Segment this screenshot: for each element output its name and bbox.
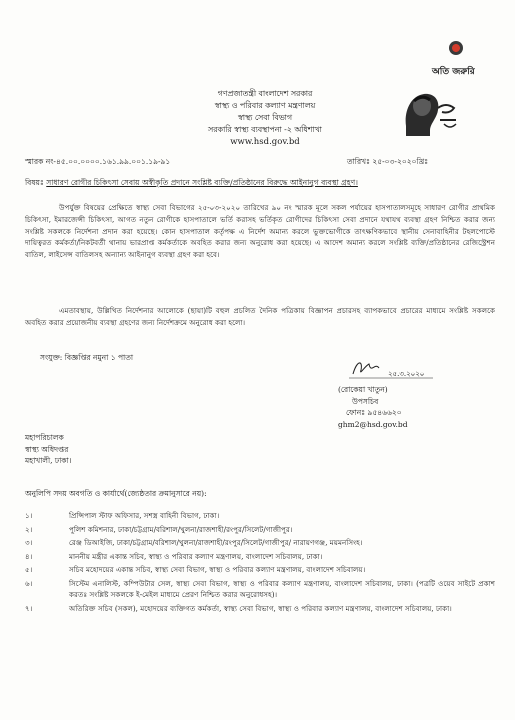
letterhead-line-2: স্বাস্থ্য ও পরিবার কল্যাণ মন্ত্রণালয় xyxy=(214,101,316,110)
signer-email: ghm2@hsd.gov.bd xyxy=(338,419,408,429)
recipient-line-1: মহাপরিচালক xyxy=(25,433,64,442)
seal-icon xyxy=(449,41,463,55)
recipient-block xyxy=(25,432,71,467)
signer-phone: ফোনঃ ৯৫৪৬৬২০ xyxy=(346,408,402,418)
memo-subject xyxy=(25,178,495,190)
list-item xyxy=(25,537,495,549)
copy-heading: অনুলিপি সদয় অবগতি ও কার্যার্থে(জ্যেষ্ঠতার ক্রমানুসারে নয়): xyxy=(25,489,207,498)
list-item-text: সিস্টেম এনালিস্ট, কম্পিউটার সেল, স্বাস্থ্য সেবা বিভাগ, স্বাস্থ্য ও পরিবার কল্যাণ মন্ত্রণালয়, বাংলাদেশ সচিবালয়, ঢাকা। (পত্রটি ওয়েব সাইটে প্রকাশ করতঃ সংশ্লিষ্ট সকলকে ই-মেইল মাধ্যমে প্রেরণ নিশ্চিত করার অনুরোধসহ)। xyxy=(69,578,495,599)
mujib-centenary-logo-icon xyxy=(400,88,460,138)
signature-date: ২৫.৩.২০২০ xyxy=(388,370,425,378)
copy-list xyxy=(25,510,495,616)
list-item xyxy=(25,564,495,576)
memo-date: তারিখঃ ২৫-০৩-২০২০খ্রিঃ xyxy=(347,157,429,166)
list-item xyxy=(25,510,495,522)
list-item-text: অতিরিক্ত সচিব (সকল), মহোদয়ের ব্যক্তিগত কর্মকর্তা, স্বাস্থ্য সেবা বিভাগ, স্বাস্থ্য ও পরিবার কল্যাণ মন্ত্রণালয়, বাংলাদেশ সচিবালয়, ঢাকা। xyxy=(69,603,452,613)
list-item-text: প্রিন্সিপাল স্টাফ অফিসার, সশস্ত্র বাহিনী বিভাগ, ঢাকা। xyxy=(69,511,220,520)
body-paragraph-1: উপর্যুক্ত বিষয়ের প্রেক্ষিতে স্বাস্থ্য সেবা বিভাগের ২৫-০৩-২০২০ তারিখের ৯০ নং স্মারক মূলে সকল পর্যায়ের হাসপাতালসমূহে সাধারণ রোগীর প্রাথমিক চিকিৎসা, ইমারজেন্সী চিকিৎসা, আগত নতুন রোগীকে হাসপাতালে ভর্তি করাসহ ভর্তিকৃত রোগীদের চিকিৎসা সেবা প্রদানে যথাযথ ব্যবস্থা গ্রহণ নিশ্চিত করার জন্য সংশ্লিষ্ট সকলকে নির্দেশনা প্রদান করা হয়েছে। কোন হাসপাতাল কর্তৃপক্ষ এ নির্দেশ অমান্য করলে ভুক্তভোগীকে তাৎক্ষণিকভাবে স্থানীয় সেনাবাহিনীর টহলপোস্টে দায়িত্বরত কর্মকর্তা/নিকটবর্তী থানায় ভারপ্রাপ্ত কর্মকর্তাকে অবহিত করার জন্য অনুরোধ করা হয়েছে। এ আদেশ অমান্য করলে সংশ্লিষ্ট ব্যক্তি/প্রতিষ্ঠানের রেজিস্ট্রেশন বাতিল, লাইসেন্স বাতিলসহ অন্যান্য আইনানুগ ব্যবস্থা গ্রহণ করা হবে। xyxy=(25,203,495,260)
letterhead-line-1: গণপ্রজাতন্ত্রী বাংলাদেশ সরকার xyxy=(217,89,313,98)
list-item-text: মাননীয় মন্ত্রীর একান্ত সচিব, স্বাস্থ্য ও পরিবার কল্যাণ মন্ত্রণালয়, বাংলাদেশ সচিবালয়, ঢাকা। xyxy=(69,551,323,561)
body-paragraph-2-wrap xyxy=(25,305,495,329)
list-item xyxy=(25,603,495,615)
body-paragraph-2: এমতাবস্থায়, উল্লিখিত নির্দেশনার আলোকে (ছায়া)টি বহুল প্রচলিত দৈনিক পত্রিকায় বিজ্ঞাপন প্রচারসহ ব্যাপকভাবে প্রচারের মাধ্যমে সংশ্লিষ্ট সকলকে অবহিত করার প্রয়োজনীয় ব্যবস্থা গ্রহণের জন্য নির্দেশক্রমে অনুরোধ করা হলো। xyxy=(25,306,495,327)
list-item-text: সচিব মহোদয়ের একান্ত সচিব, স্বাস্থ্য সেবা বিভাগ, স্বাস্থ্য ও পরিবার কল্যাণ মন্ত্রণালয়, বাংলাদেশ সচিবালয়। xyxy=(69,565,366,574)
subject-label: বিষয়ঃ xyxy=(25,178,44,187)
list-item-number: ৬। xyxy=(25,578,33,588)
signer-name: (রোকেয়া খাতুন) xyxy=(338,385,388,394)
list-item xyxy=(25,578,495,601)
list-item-number: ১। xyxy=(25,511,33,520)
letterhead-line-4: সরকারি স্বাস্থ্য ব্যবস্থাপনা -২ অধিশাখা xyxy=(208,125,322,134)
list-item-number: ২। xyxy=(25,524,33,534)
letterhead-line-3: স্বাস্থ্য সেবা বিভাগ xyxy=(237,113,293,122)
letterhead xyxy=(100,88,430,148)
body-paragraph-1-wrap xyxy=(25,202,495,261)
signer-designation: উপসচিব xyxy=(352,396,379,406)
letterhead-website: www.hsd.gov.bd xyxy=(230,137,300,147)
list-item-number: ৫। xyxy=(25,565,33,574)
list-item-number: ৭। xyxy=(25,603,33,613)
list-item xyxy=(25,551,495,563)
list-item xyxy=(25,524,495,536)
enclosure-note: সংযুক্ত: বিজ্ঞপ্তির নমুনা ১ পাতা xyxy=(40,353,134,362)
list-item-text: রেঞ্জ ডিআইজি, ঢাকা/চট্টগ্রাম/বরিশাল/খুলনা/রাজশাহী/রংপুর/সিলেট/গাজীপুর/ নারায়ণগঞ্জ, ময়মনসিংহ। xyxy=(69,538,363,547)
memo-reference: স্মারক নং-৪৫.০০.০০০০.১৬১.৯৯.০০১.১৯-৯১ xyxy=(25,157,171,166)
urgency-label: অতি জরুরি xyxy=(432,67,475,77)
list-item-number: ৪। xyxy=(25,551,33,561)
recipient-line-3: মহাখালী, ঢাকা। xyxy=(25,456,72,466)
recipient-line-2: স্বাস্থ্য অধিদপ্তর xyxy=(25,444,69,454)
list-item-text: পুলিশ কমিশনার, ঢাকা/চট্টগ্রাম/বরিশাল/খুলনা/রাজশাহী/রংপুর/সিলেট/গাজীপুর। xyxy=(69,524,293,534)
list-item-number: ৩। xyxy=(25,538,33,547)
signer-block xyxy=(338,384,458,430)
subject-text: সাধারণ রোগীর চিকিৎসা সেবায় অস্বীকৃতি প্রদানে সংশ্লিষ্ট ব্যক্তি/প্রতিষ্ঠানের বিরুদ্ধে আইনানুগ ব্যবস্থা গ্রহণ। xyxy=(46,178,358,187)
